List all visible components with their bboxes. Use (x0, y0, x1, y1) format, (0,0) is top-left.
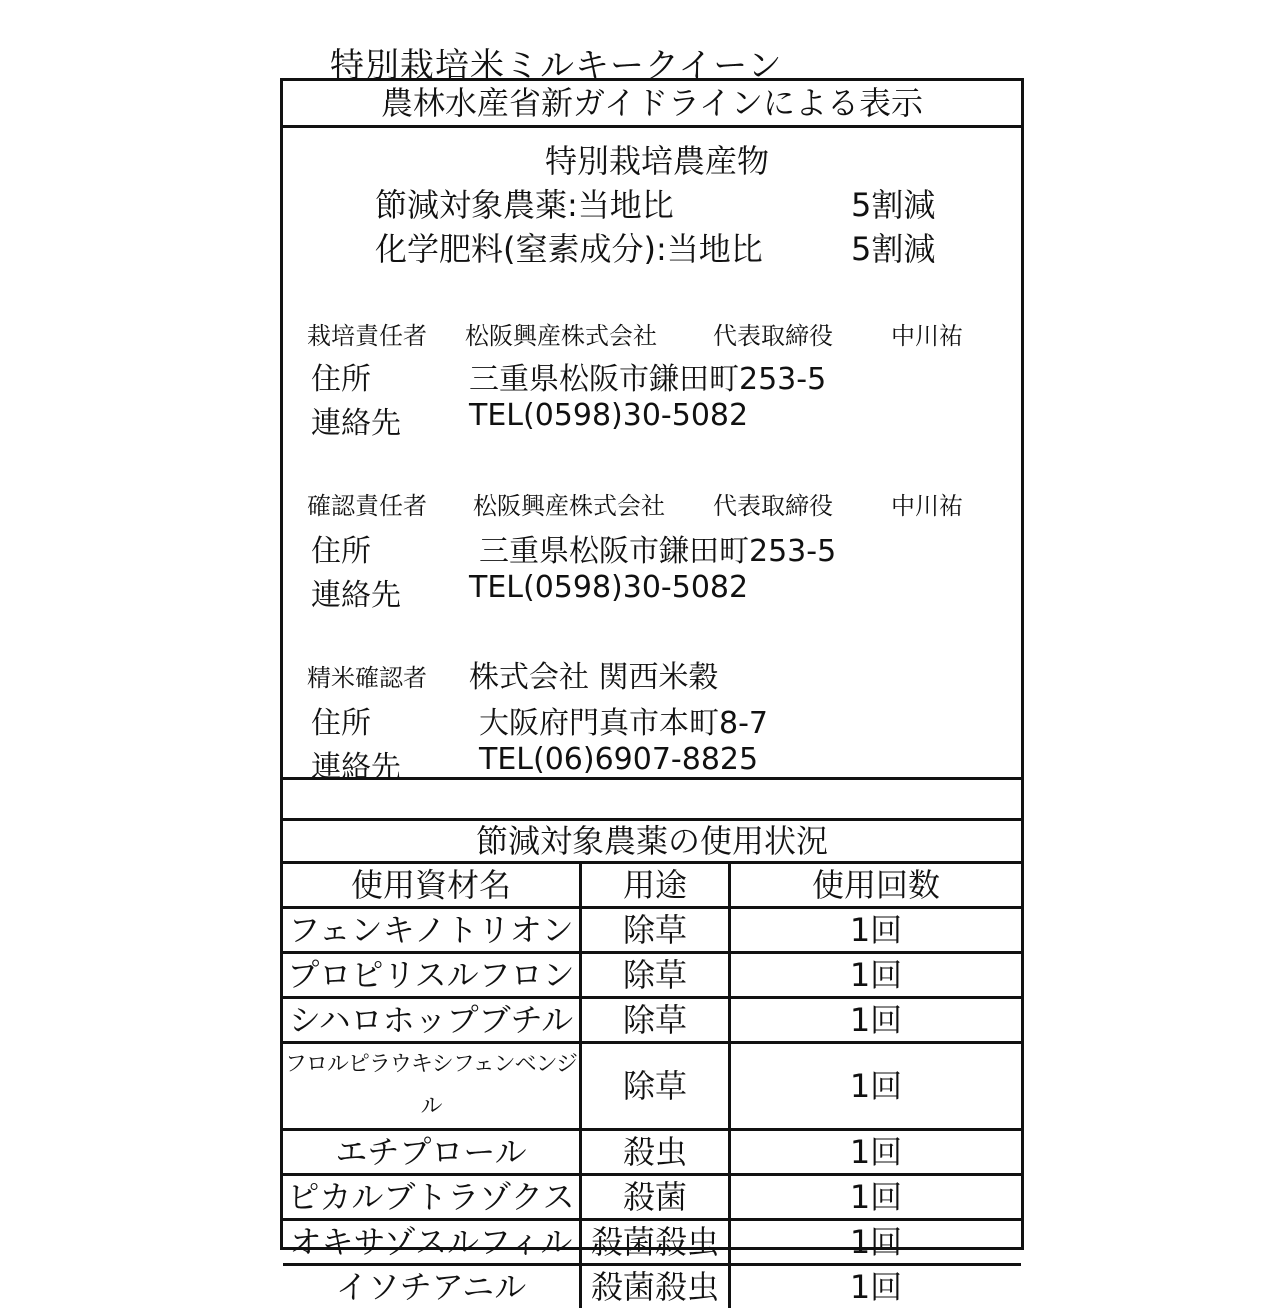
header-material: 使用資材名 (283, 864, 581, 908)
confirmation-role: 確認責任者 (307, 486, 427, 521)
use-count: 1回 (730, 1265, 1022, 1308)
table-row (283, 1175, 1021, 1220)
cultivation-contact-label: 連絡先 (311, 398, 401, 442)
material-name: プロピリスルフロン (283, 953, 581, 998)
material-name: ピカルブトラゾクス (283, 1175, 581, 1220)
guideline-header: 農林水産省新ガイドラインによる表示 (283, 81, 1021, 128)
table-row (283, 1220, 1021, 1265)
cultivation-company: 松阪興産株式会社 (465, 316, 657, 351)
table-row (283, 1130, 1021, 1175)
milling-address: 大阪府門真市本町8-7 (479, 698, 768, 742)
material-name: フェンキノトリオン (283, 908, 581, 953)
use-count: 1回 (730, 1130, 1022, 1175)
confirmation-address: 三重県松阪市鎌田町253-5 (479, 526, 836, 570)
usage-table (283, 864, 1021, 1308)
confirmation-person: 中川祐 (891, 486, 963, 521)
cultivation-address-label: 住所 (311, 354, 371, 398)
purpose: 殺虫 (581, 1130, 730, 1175)
blank-row (283, 780, 1021, 821)
table-row (283, 1265, 1021, 1308)
purpose: 除草 (581, 953, 730, 998)
table-row (283, 908, 1021, 953)
confirmation-title: 代表取締役 (713, 486, 833, 521)
table-header-row (283, 864, 1021, 908)
milling-contact: TEL(06)6907-8825 (479, 742, 758, 777)
confirmation-address-label: 住所 (311, 526, 371, 570)
milling-role: 精米確認者 (307, 658, 427, 693)
label-frame (280, 78, 1024, 1250)
use-count: 1回 (730, 998, 1022, 1043)
label-body (283, 128, 1021, 780)
purpose: 殺菌殺虫 (581, 1220, 730, 1265)
confirmation-contact-label: 連絡先 (311, 570, 401, 614)
material-name: エチプロール (283, 1130, 581, 1175)
milling-address-label: 住所 (311, 698, 371, 742)
reduction-fertilizer-value: 5割減 (851, 224, 935, 270)
purpose: 殺菌 (581, 1175, 730, 1220)
material-name: シハロホップブチル (283, 998, 581, 1043)
product-name: 特別栽培米ミルキークイーン (330, 38, 783, 87)
material-name: イソチアニル (283, 1265, 581, 1308)
confirmation-contact: TEL(0598)30-5082 (469, 570, 748, 605)
header-count: 使用回数 (730, 864, 1022, 908)
material-name: フロルピラウキシフェンベンジル (283, 1043, 581, 1130)
purpose: 除草 (581, 1043, 730, 1130)
table-row (283, 1043, 1021, 1130)
table-row (283, 953, 1021, 998)
cultivation-role: 栽培責任者 (307, 316, 427, 351)
confirmation-company: 松阪興産株式会社 (473, 486, 665, 521)
use-count: 1回 (730, 1043, 1022, 1130)
category-title: 特別栽培農産物 (545, 136, 769, 182)
milling-contact-label: 連絡先 (311, 742, 401, 786)
cultivation-person: 中川祐 (891, 316, 963, 351)
cultivation-title: 代表取締役 (713, 316, 833, 351)
reduction-pesticide-value: 5割減 (851, 180, 935, 226)
use-count: 1回 (730, 908, 1022, 953)
purpose: 殺菌殺虫 (581, 1265, 730, 1308)
use-count: 1回 (730, 1175, 1022, 1220)
purpose: 除草 (581, 998, 730, 1043)
material-name: オキサゾスルフィル (283, 1220, 581, 1265)
use-count: 1回 (730, 953, 1022, 998)
reduction-pesticide-label: 節減対象農薬:当地比 (375, 180, 674, 226)
purpose: 除草 (581, 908, 730, 953)
usage-table-title: 節減対象農薬の使用状況 (283, 821, 1021, 864)
milling-company: 株式会社 関西米穀 (469, 652, 719, 696)
cultivation-contact: TEL(0598)30-5082 (469, 398, 748, 433)
header-purpose: 用途 (581, 864, 730, 908)
cultivation-address: 三重県松阪市鎌田町253-5 (469, 354, 826, 398)
use-count: 1回 (730, 1220, 1022, 1265)
table-row (283, 998, 1021, 1043)
reduction-fertilizer-label: 化学肥料(窒素成分):当地比 (375, 224, 763, 270)
